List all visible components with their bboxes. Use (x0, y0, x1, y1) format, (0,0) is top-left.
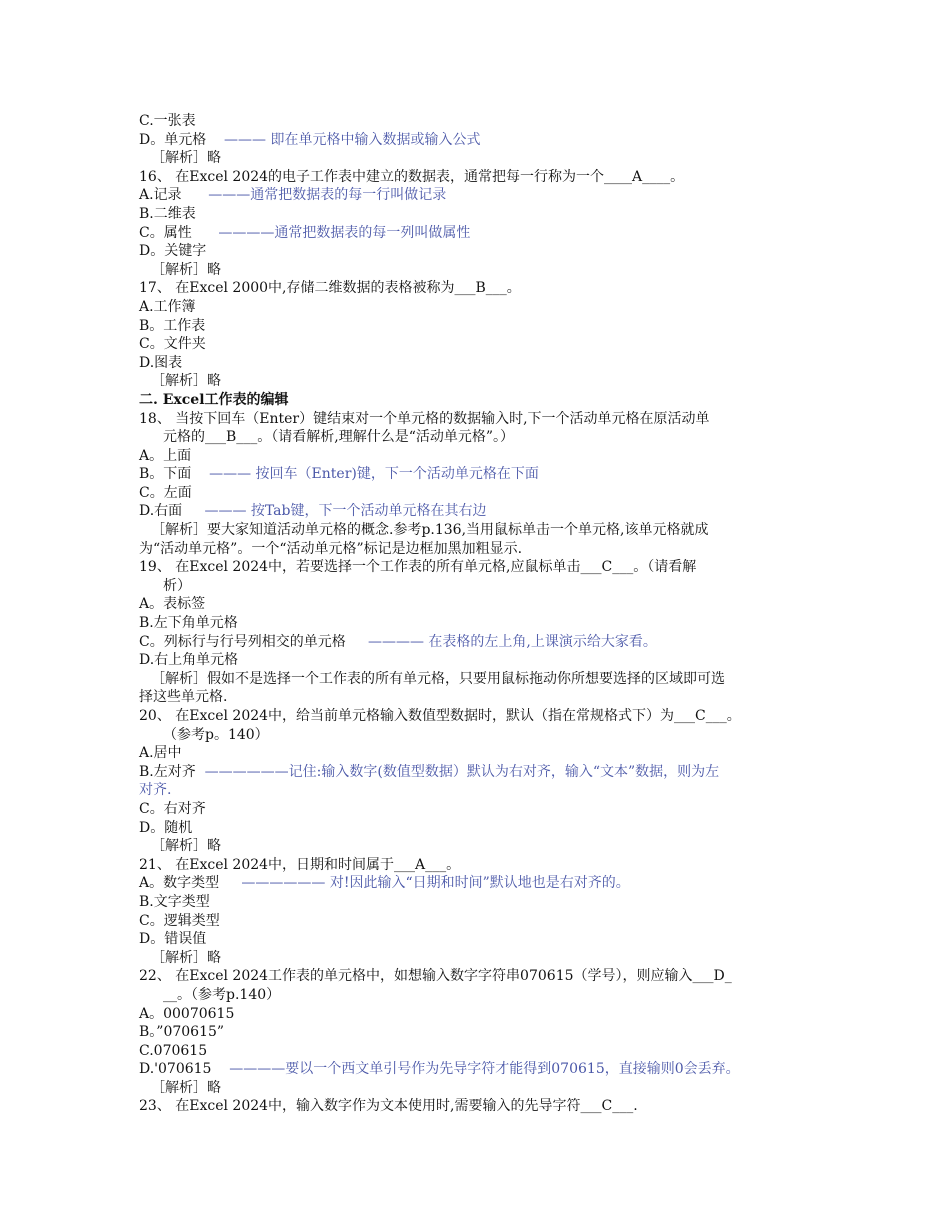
text-line (139, 688, 819, 707)
answer-option (139, 447, 819, 466)
answer-annotation: ——————记住:输入数字(数值型数据）默认为右对齐，输入“文本”数据，则为左 (204, 763, 720, 780)
question-stem-text: 22、 在Excel 2024工作表的单元格中，如想输入数字字符串070615（学号），则应输入___D_ (139, 968, 732, 985)
answer-option (139, 614, 819, 633)
answer-option (139, 912, 819, 931)
question-stem (139, 410, 819, 429)
answer-annotation: ————通常把数据表的每一列叫做属性 (218, 224, 471, 241)
question-stem-text: 17、 在Excel 2000中,存储二维数据的表格被称为___B___。 (139, 280, 521, 297)
question-stem (139, 707, 819, 726)
answer-option-text: D。关键字 (139, 243, 207, 260)
analysis-note (139, 149, 819, 168)
answer-option (139, 763, 819, 782)
question-stem-continuation (139, 986, 819, 1005)
question-stem-continuation (139, 726, 819, 745)
answer-option (139, 354, 819, 373)
answer-option (139, 112, 819, 131)
question-stem (139, 279, 819, 298)
answer-annotation: ——— 按回车（Enter)键，下一个活动单元格在下面 (209, 466, 539, 483)
section-heading (139, 391, 819, 410)
question-stem (139, 1097, 819, 1116)
answer-option (139, 1060, 819, 1079)
question-stem (139, 967, 819, 986)
answer-annotation: —————— 对!因此输入“日期和时间”默认地也是右对齐的。 (241, 875, 630, 892)
analysis-note-text: ［解析］假如不是选择一个工作表的所有单元格，只要用鼠标拖动你所想要选择的区域即可选 (151, 670, 725, 687)
answer-option (139, 502, 819, 521)
question-stem-text: 21、 在Excel 2024中，日期和时间属于___A___。 (139, 856, 461, 873)
answer-option-text: D。错误值 (139, 931, 207, 948)
answer-option-text: C.070615 (139, 1042, 208, 1059)
answer-option (139, 484, 819, 503)
question-stem-continuation-text: （参考p。140） (163, 726, 269, 743)
answer-option-text: A.居中 (139, 745, 182, 762)
question-stem-text: 18、 当按下回车（Enter）键结束对一个单元格的数据输入时,下一个活动单元格在原活动单 (139, 410, 710, 427)
question-stem-continuation (139, 428, 819, 447)
analysis-note-text: ［解析］略 (151, 838, 221, 855)
answer-option-text: A。上面 (139, 447, 192, 464)
answer-option (139, 930, 819, 949)
text-line-text: 为“活动单元格”。一个“活动单元格”标记是边框加黑加粗显示. (139, 540, 523, 557)
analysis-note-text: ［解析］略 (151, 373, 221, 390)
answer-option (139, 465, 819, 484)
annotation-continuation (139, 781, 819, 800)
answer-option-text: B。下面 (139, 466, 210, 483)
answer-annotation: ———通常把数据表的每一行叫做记录 (208, 187, 447, 204)
answer-option-text: B.左下角单元格 (139, 615, 238, 632)
question-stem (139, 558, 819, 577)
answer-option (139, 874, 819, 893)
analysis-note-text: ［解析］略 (151, 150, 221, 167)
answer-option-text: C.一张表 (139, 113, 196, 129)
annotation-continuation-text: 对齐. (139, 782, 172, 799)
answer-option (139, 1042, 819, 1061)
answer-option (139, 651, 819, 670)
section-heading-text: 二. Excel工作表的编辑 (139, 391, 289, 408)
question-stem-text: 16、 在Excel 2024的电子工作表中建立的数据表，通常把每一行称为一个____A____。 (139, 168, 685, 185)
question-stem-text: 19、 在Excel 2024中，若要选择一个工作表的所有单元格,应鼠标单击___C___。（请看解 (139, 559, 697, 576)
answer-option-text: C。左面 (139, 484, 192, 501)
answer-option (139, 893, 819, 912)
answer-option-text: C。文件夹 (139, 336, 206, 353)
text-line (139, 540, 819, 559)
answer-option-text: C。属性 (139, 224, 219, 241)
analysis-note (139, 670, 819, 689)
answer-option (139, 242, 819, 261)
question-stem-continuation-text: 元格的___B___。（请看解析,理解什么是“活动单元格”。） (163, 429, 515, 446)
analysis-note (139, 521, 819, 540)
answer-option (139, 595, 819, 614)
answer-option-text: B。”070615” (139, 1024, 225, 1041)
document-page (139, 112, 819, 1116)
answer-option-text: A。00070615 (139, 1005, 235, 1022)
answer-option-text: D.'070615 (139, 1061, 230, 1078)
question-stem-continuation (139, 577, 819, 596)
answer-option (139, 744, 819, 763)
analysis-note (139, 1079, 819, 1098)
question-stem-text: 23、 在Excel 2024中，输入数字作为文本使用时,需要输入的先导字符___C___. (139, 1098, 638, 1115)
answer-option-text: D.右面 (139, 503, 205, 520)
answer-annotation: ——— 按Tab键，下一个活动单元格在其右边 (204, 503, 487, 520)
answer-option-text: C。列标行与行号列相交的单元格 (139, 633, 368, 650)
analysis-note-text: ［解析］要大家知道活动单元格的概念.参考p.136,当用鼠标单击一个单元格,该单元格就成 (151, 522, 709, 539)
answer-option-text: A。数字类型 (139, 875, 242, 892)
answer-option-text: B.左对齐 (139, 763, 205, 780)
answer-option-text: A。表标签 (139, 596, 206, 613)
question-stem-continuation-text: 析） (163, 577, 191, 594)
answer-option (139, 1005, 819, 1024)
question-stem-text: 20、 在Excel 2024中，给当前单元格输入数值型数据时，默认（指在常规格式下）为___C___。 (139, 708, 741, 724)
question-stem (139, 856, 819, 875)
answer-option-text: A.记录 (139, 187, 209, 204)
answer-option-text: C。逻辑类型 (139, 912, 220, 929)
answer-option (139, 335, 819, 354)
answer-option (139, 298, 819, 317)
answer-option-text: B。工作表 (139, 317, 206, 334)
question-stem (139, 168, 819, 187)
answer-annotation: ———— 在表格的左上角,上课演示给大家看。 (367, 633, 657, 650)
text-line-text: 择这些单元格. (139, 689, 228, 706)
answer-option (139, 131, 819, 150)
answer-option-text: A.工作簿 (139, 298, 196, 315)
answer-annotation: ————要以一个西文单引号作为先导字符才能得到070615，直接输则0会丢弃。 (229, 1061, 740, 1078)
analysis-note (139, 261, 819, 280)
answer-option-text: D。单元格 (139, 131, 225, 148)
answer-option-text: D.图表 (139, 354, 183, 371)
answer-option (139, 224, 819, 243)
analysis-note-text: ［解析］略 (151, 1079, 221, 1096)
answer-option-text: B.文字类型 (139, 893, 210, 910)
answer-option (139, 800, 819, 819)
analysis-note (139, 837, 819, 856)
answer-option-text: D。随机 (139, 819, 193, 836)
answer-option (139, 1023, 819, 1042)
answer-option (139, 819, 819, 838)
answer-option (139, 633, 819, 652)
analysis-note (139, 949, 819, 968)
analysis-note (139, 372, 819, 391)
answer-option (139, 205, 819, 224)
answer-option (139, 186, 819, 205)
answer-option-text: D.右上角单元格 (139, 652, 239, 669)
analysis-note-text: ［解析］略 (151, 261, 221, 278)
answer-annotation: ——— 即在单元格中输入数据或输入公式 (224, 131, 481, 148)
question-stem-continuation-text: __。（参考p.140） (163, 986, 281, 1003)
answer-option (139, 317, 819, 336)
answer-option-text: B.二维表 (139, 205, 196, 222)
answer-option-text: C。右对齐 (139, 800, 206, 817)
analysis-note-text: ［解析］略 (151, 949, 221, 966)
